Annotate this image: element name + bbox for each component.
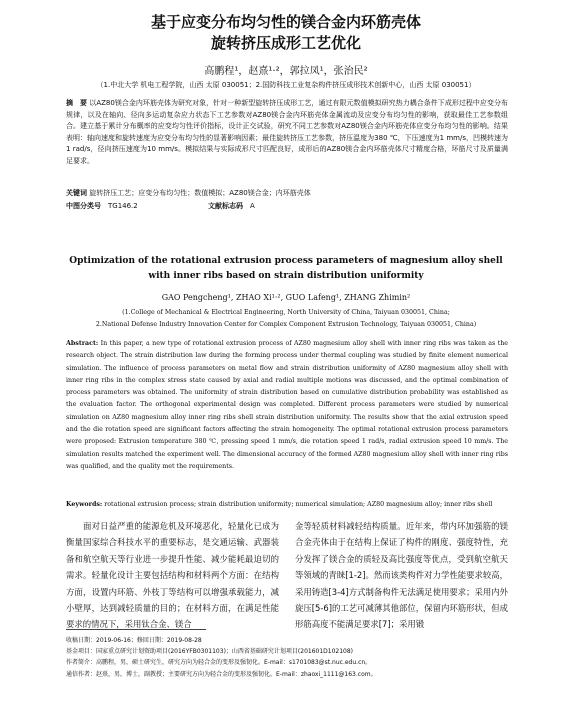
english-title — [0, 254, 572, 284]
chinese-authors: 高鹏程¹，赵熹¹·²，郭拉凤¹，张治民² — [204, 66, 368, 77]
footnote-corresponding: 通信作者：赵熹，男，博士，副教授；主要研究方向为轻合金的变形及强韧化。E-mail：zhaoxi_1111@163.com。 — [66, 670, 377, 678]
chinese-title-line2: 旋转挤压成形工艺优化 — [210, 34, 361, 52]
doc-code-value: A — [249, 202, 255, 210]
footnote-divider — [66, 629, 206, 630]
doc-code-field — [208, 202, 289, 210]
body-text — [66, 518, 508, 633]
english-abstract-text: In this paper, a new type of rotational extrusion process of AZ80 magnesium alloy shell with inner ring ribs was taken as the research object. The strain distribution law during the forming process under thermal coupling was studied by finite element numerical simulation. The influence of process parameters on metal flow and strain distribution uniformity of AZ80 magnesium alloy shell with inner ring ribs in the complex stress state caused by axial and radial multiple motions was discussed, and the optimal combination of process parameters was obtained. The uniformity of strain distribution based on cumulative distribution probability was established as the evaluation factor. The orthogonal experimental design was completed. Different process parameters were studied by numerical simulation on AZ80 magnesium alloy inner ring ribs shell strain distribution uniformity. The results show that the axial extrusion speed and the die rotation speed are significant factors affecting the strain homogeneity. The optimal rotational extrusion process parameters were proposed: Extrusion temperature 380 ℃, pressing speed 1 mm/s, die rotation speed 1 rad/s, radial extrusion speed 10 mm/s. The simulation results matched the experiment well. The dimensional accuracy of the formed AZ80 magnesium alloy shell with inner ring ribs was qualified, and the quality met the requirements. — [66, 340, 508, 470]
english-affiliation-line2: 2.National Defense Industry Innovation Center for Complex Component Extrusion Technology, Taiyuan 030051, China) — [95, 321, 477, 328]
chinese-title — [0, 12, 572, 54]
chinese-abstract-text: 以AZ80镁合金内环筋壳体为研究对象，针对一种新型旋转挤压成形工艺，通过有限元数值模拟研究热力耦合条件下成形过程中应变分布规律，以及在轴向、径向多运动复杂应力状态下工艺参数对AZ80镁合金内环筋壳体金属流动及应变分布均匀性的影响，获取最佳工艺参数组合。建立基于累计分布概率的应变均匀性评价指标，设计正交试验，研究不同工艺参数对AZ80镁合金内环筋壳体应变分布均匀性的影响。结果表明：轴向速度和旋转速度为应变分布均匀性的显著影响因素；最佳旋转挤压工艺参数，挤压温度为380 ℃，下压速度为1 mm/s，凹模转速为1 rad/s，径向挤压速度为10 mm/s。模拟结果与实际成形尺寸匹配良好，成形后的AZ80镁合金内环筋壳体尺寸精度合格，环筋尺寸及质量满足要求。 — [66, 99, 508, 165]
english-abstract-label: Abstract: — [66, 340, 99, 347]
footnotes — [66, 635, 508, 680]
english-abstract — [66, 338, 508, 473]
english-affiliation — [0, 307, 572, 331]
chinese-affiliation: （1.中北大学 机电工程学院，山西 太原 030051；2.国防科技工业复杂构件挤压成形技术创新中心，山西 太原 030051） — [96, 81, 476, 89]
english-keywords — [66, 501, 508, 508]
english-title-line2: with inner ribs based on strain distribution uniformity — [148, 271, 424, 281]
chinese-title-line1: 基于应变分布均匀性的镁合金内环筋壳体 — [150, 13, 421, 31]
english-authors: GAO Pengcheng¹, ZHAO Xi¹·², GUO Lafeng¹, ZHANG Zhimin² — [161, 293, 411, 302]
chinese-keywords — [66, 188, 508, 198]
english-keywords-label: Keywords: — [66, 501, 103, 508]
clc-label: 中图分类号 — [66, 202, 101, 210]
chinese-abstract — [66, 98, 508, 168]
body-column-right: 金等轻质材料减轻结构质量。近年来，带内环加强筋的镁合金壳体由于在结构上保证了构件的刚度、强度特性，充分发挥了镁合金的质轻及高比强度等优点，受到航空航天等领域的青睐[1-2]。然而该类构件对力学性能要求较高，采用铸造[3-4]方式制备构件无法满足使用要求；采用内外旋压[5-6]的工艺可减薄其他部位，保留内环筋形状，但成形筋高度不能满足要求[7]；采用锻 — [295, 521, 508, 630]
footnote-author: 作者简介：高鹏程，男，硕士研究生，研究方向为轻合金的变形及强韧化。E-mail：s1701083@st.nuc.edu.cn。 — [66, 659, 372, 667]
clc-field — [66, 202, 172, 210]
clc-value: TG146.2 — [108, 202, 138, 210]
chinese-keywords-label: 关键词 — [66, 189, 87, 197]
chinese-keywords-text: 旋转挤压工艺；应变分布均匀性；数值模拟；AZ80镁合金；内环筋壳体 — [89, 189, 311, 197]
english-keywords-text: rotational extrusion process; strain distribution uniformity; numerical simulation; AZ80 magnesium alloy; inner ribs shell — [104, 501, 493, 508]
doc-code-label: 文献标志码 — [207, 202, 243, 210]
english-title-line1: Optimization of the rotational extrusion process parameters of magnesium alloy shell — [69, 256, 503, 266]
body-column-left: 面对日益严重的能源危机及环境恶化，轻量化已成为衡量国家综合科技水平的重要标志，是交通运输、武器装备和航空航天等行业进一步提升性能、减少能耗最迫切的需求。轻量化设计主要包括结构和材料两个方面：在结构方面，设置内环筋、外枝丁等结构可以增强承载能力，减小壁厚，达到减轻质量的目的；在材料方面，在满足性能要求的情况下，采用钛合金、镁合 — [66, 521, 279, 630]
classification-line — [66, 201, 508, 211]
chinese-abstract-label: 摘 要 — [66, 99, 88, 107]
footnote-fund: 基金项目：国家重点研究计划资助项目(2016YFB0301103)；山西省基础研究计划项目(201601D102108) — [66, 648, 354, 656]
english-affiliation-line1: (1.College of Mechanical & Electrical Engineering, North University of China, Taiyuan 030051, China; — [122, 309, 450, 316]
footnote-received: 收稿日期：2019-06-16；修回日期：2019-08-28 — [66, 637, 202, 644]
